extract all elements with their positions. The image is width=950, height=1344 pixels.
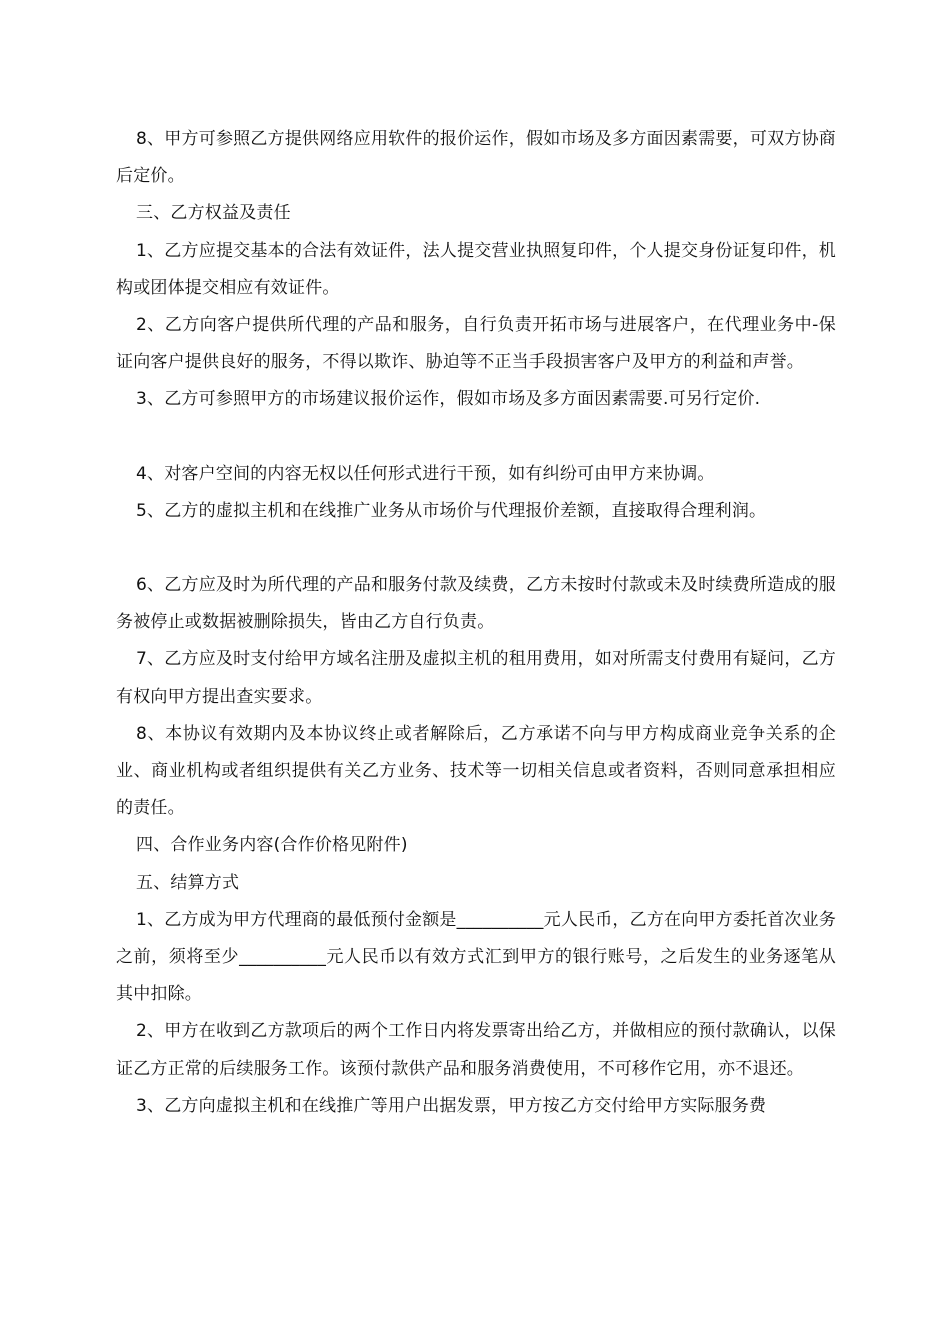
paragraph-settlement-2: 2、甲方在收到乙方款项后的两个工作日内将发票寄出给乙方，并做相应的预付款确认，以保证乙方正常的后续服务工作。该预付款供产品和服务消费使用，不可移作它用，亦不退还。 <box>116 1021 836 1079</box>
paragraph-clause-1-documents: 1、乙方应提交基本的合法有效证件，法人提交营业执照复印件，个人提交身份证复印件，机构或团体提交相应有效证件。 <box>116 240 836 298</box>
paragraph-clause-4-content: 4、对客户空间的内容无权以任何形式进行干预，如有纠纷可由甲方来协调。 <box>136 463 715 484</box>
paragraph-clause-8-pricing: 8、甲方可参照乙方提供网络应用软件的报价运作，假如市场及多方面因素需要，可双方协商后定价。 <box>116 129 836 187</box>
paragraph-clause-3-pricing: 3、乙方可参照甲方的市场建议报价运作，假如市场及多方面因素需要.可另行定价. <box>136 389 761 410</box>
paragraph-settlement-1: 1、乙方成为甲方代理商的最低预付金额是__________元人民币，乙方在向甲方委托首次业务之前，须将至少__________元人民币以有效方式汇到甲方的银行账号，之后发生的业务逐笔从其中扣除。 <box>116 909 837 1005</box>
document-body <box>116 121 836 1125</box>
paragraph-settlement-3: 3、乙方向虚拟主机和在线推广等用户出据发票，甲方按乙方交付给甲方实际服务费 <box>136 1095 767 1116</box>
paragraph-clause-2-service: 2、乙方向客户提供所代理的产品和服务，自行负责开拓市场与进展客户，在代理业务中-保证向客户提供良好的服务，不得以欺诈、胁迫等不正当手段损害客户及甲方的利益和声誉。 <box>116 315 836 373</box>
paragraph-clause-5-profit: 5、乙方的虚拟主机和在线推广业务从市场价与代理报价差额，直接取得合理利润。 <box>136 500 767 521</box>
section-heading-5: 五、结算方式 <box>136 872 240 893</box>
section-heading-3: 三、乙方权益及责任 <box>136 203 291 224</box>
paragraph-clause-7-fees: 7、乙方应及时支付给甲方域名注册及虚拟主机的租用费用，如对所需支付费用有疑问，乙方有权向甲方提出查实要求。 <box>116 649 836 707</box>
paragraph-clause-6-payment: 6、乙方应及时为所代理的产品和服务付款及续费，乙方未按时付款或未及时续费所造成的服务被停止或数据被删除损失，皆由乙方自行负责。 <box>116 575 836 633</box>
section-heading-4: 四、合作业务内容(合作价格见附件) <box>136 835 408 856</box>
paragraph-clause-8-competition: 8、本协议有效期内及本协议终止或者解除后，乙方承诺不向与甲方构成商业竞争关系的企业、商业机构或者组织提供有关乙方业务、技术等一切相关信息或者资料，否则同意承担相应的责任。 <box>116 723 836 819</box>
